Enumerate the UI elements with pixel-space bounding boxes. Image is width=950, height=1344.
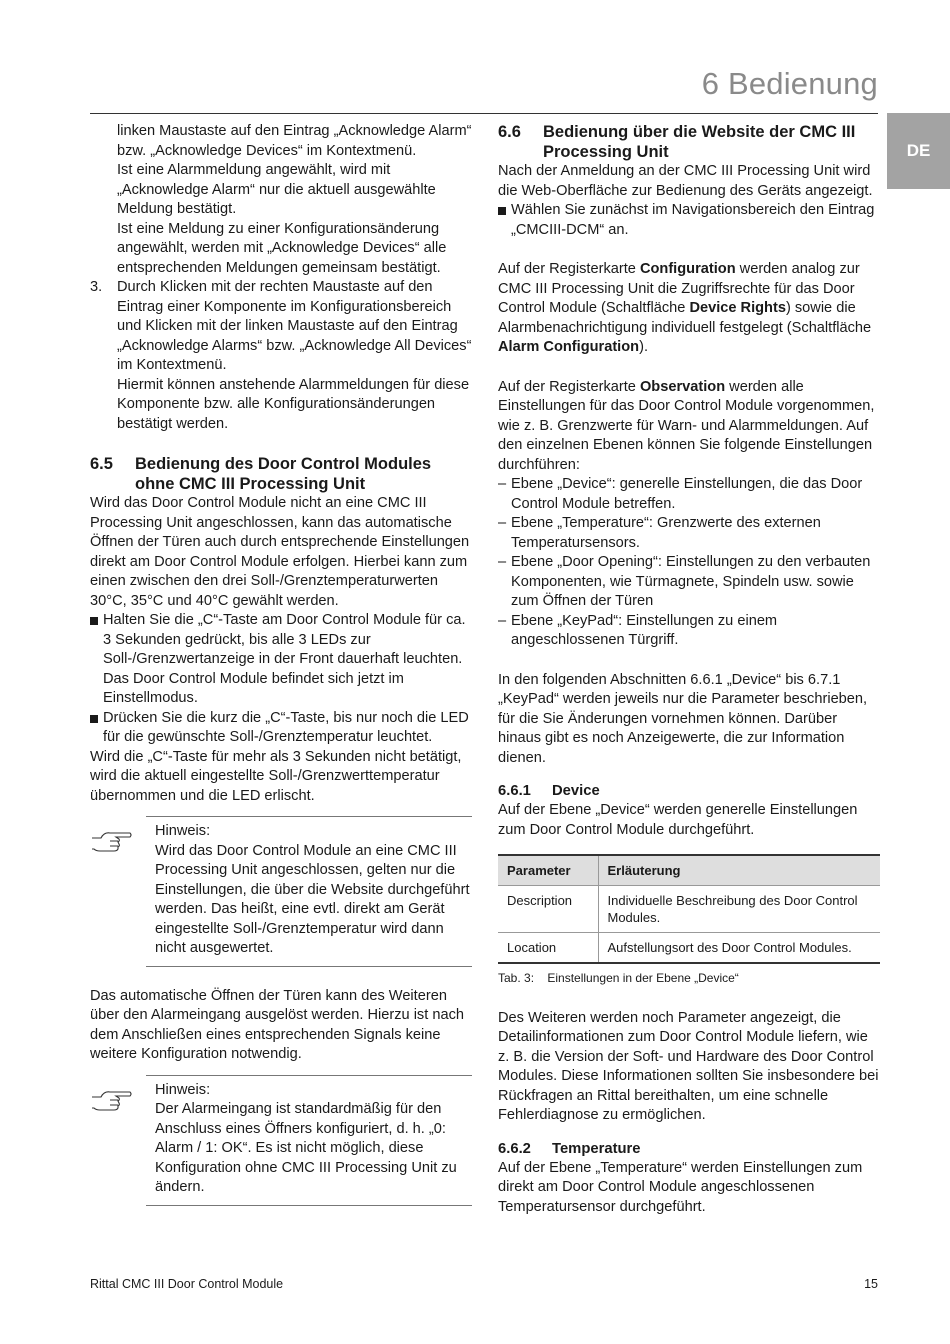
table-header-row — [498, 855, 880, 886]
observation-paragraph — [498, 378, 880, 476]
param-cell: Location — [498, 933, 598, 964]
text-run: ). — [639, 339, 648, 355]
tab-name-configuration: Configuration — [639, 261, 736, 277]
configuration-paragraph — [498, 260, 880, 358]
description-cell: Individuelle Beschreibung des Door Control Modules. — [598, 886, 880, 933]
dash-text: Ebene „Temperature“: Grenzwerte des externen Temperatursensors. — [511, 515, 821, 551]
note-text: Der Alarmeingang ist standardmäßig für den Anschluss eines Öffners konfiguriert, d. h. „0: Alarm / 1: OK“. Es ist nicht möglich, diese Konfiguration ohne CMC III Processing Unit zu ändern. — [155, 1101, 457, 1195]
paragraph: Wird die „C“-Taste für mehr als 3 Sekunden nicht betätigt, wird die aktuell eingestellte Soll-/Grenzwerttemperatur übernommen und die LED erlischt. — [90, 748, 462, 804]
step-number: 3. — [90, 279, 103, 295]
text-run: werden analog zur CMC III Processing Unit die Zugriffsrechte für das Door Control Module (Schaltfläche — [498, 261, 860, 316]
continued-step-text: Ist eine Alarmmeldung angewählt, wird mit „Acknowledge Alarm“ nur die aktuell ausgewählte Meldung bestätigt. — [117, 162, 436, 217]
paragraph: In den folgenden Abschnitten 6.6.1 „Device“ bis 6.7.1 „KeyPad“ werden jeweils nur die Parameter beschrieben, für die Sie Änderungen vornehmen können. Darüber hinaus gibt es noch Anzeigewerte, die zur Information dienen. — [498, 671, 868, 766]
paragraph: Das automatische Öffnen der Türen kann des Weiteren über den Alarmeingang ausgelöst werden. Hierzu ist nach dem Anschließen eines entsprechenden Signals keine weitere Konfiguration notwendig. — [90, 987, 464, 1062]
section-heading-6-5 — [90, 454, 472, 494]
note-box — [146, 816, 472, 967]
note-text: Wird das Door Control Module an eine CMC III Processing Unit angeschlossen, gelten nur die Einstellungen, die über die Website durchgeführt werden. Das heißt, eine evtl. direkt am Gerät eingestellte Soll-/Grenztemperatur wird dann nicht ausgewertet. — [155, 842, 470, 956]
text-run: werden alle Einstellungen für das Door Control Module vorgenommen, wie z. B. Grenzwerte für Warn- und Alarmmeldungen. Auf den einzelnen Ebenen können Sie folgende Einstellungen durchführen: — [498, 378, 875, 473]
dash-mark: – — [498, 554, 507, 570]
square-bullet-icon — [90, 709, 103, 748]
note-label: Hinweis: — [155, 1081, 211, 1098]
description-cell: Aufstellungsort des Door Control Modules. — [598, 933, 880, 964]
subsection-heading-6-6-2 — [498, 1140, 880, 1159]
page-number: 15 — [864, 1277, 878, 1291]
step-subtext: Hiermit können anstehende Alarmmeldungen für diese Komponente bzw. alle Konfigurationsänderungen bestätigt werden. — [117, 376, 470, 432]
section-number: 6.6.2 — [498, 1140, 531, 1157]
continued-step-text: linken Maustaste auf den Eintrag „Acknowledge Alarm“ bzw. „Acknowledge Devices“ im Kontextmenü. — [117, 123, 472, 159]
section-heading-6-6 — [498, 122, 880, 162]
section-number: 6.6 — [498, 123, 521, 141]
footer-document-title: Rittal CMC III Door Control Module — [90, 1277, 284, 1291]
dash-text: Ebene „Device“: generelle Einstellungen, die das Door Control Module betreffen. — [511, 476, 863, 512]
table-row — [498, 886, 880, 933]
column-header: Parameter — [498, 855, 598, 886]
text-run: Auf der Registerkarte — [498, 261, 640, 277]
bullet-text: Drücken Sie die kurz die „C“-Taste, bis nur noch die LED für die gewünschte Soll-/Grenztemperatur leuchtet. — [103, 709, 469, 745]
continued-step-text: Ist eine Meldung zu einer Konfigurationsänderung angewählt, werden mit „Acknowledge Devices“ alle entsprechenden Meldungen gemeinsam bestätigt. — [117, 220, 447, 276]
subsection-heading-6-6-1 — [498, 782, 880, 801]
dash-text: Ebene „KeyPad“: Einstellungen zu einem angeschlossenen Türgriff. — [511, 612, 778, 648]
section-number: 6.6.1 — [498, 783, 531, 799]
table-caption: Tab. 3: Einstellungen in der Ebene „Device“ — [498, 971, 739, 985]
paragraph: Auf der Ebene „Device“ werden generelle Einstellungen zum Door Control Module durchgeführt. — [498, 802, 858, 838]
language-tab: DE — [887, 113, 950, 189]
dash-item — [498, 612, 880, 651]
chapter-title: 6 Bedienung — [701, 66, 878, 101]
button-name-alarm-configuration: Alarm Configuration — [498, 339, 640, 355]
note-box — [146, 1075, 472, 1206]
dash-item — [498, 475, 880, 514]
bullet-text: Wählen Sie zunächst im Navigationsbereich den Eintrag „CMCIII-DCM“ an. — [511, 202, 875, 238]
table-row — [498, 933, 880, 964]
dash-mark: – — [498, 612, 507, 629]
pointing-hand-icon — [90, 1088, 134, 1112]
paragraph: Wird das Door Control Module nicht an eine CMC III Processing Unit angeschlossen, kann das automatische Öffnen der Türen auch durch entsprechende Einstellungen direkt am Door Control Module erfolgen. Hierbei kann zum einen zwischen den drei Soll-/Grenztemperaturwerten 30°C, 35°C und 40°C gewählt werden. — [90, 495, 470, 609]
bullet-text: Halten Sie die „C“-Taste am Door Control Module für ca. 3 Sekunden gedrückt, bis alle 3 LEDs zur Soll-/Grenzwertanzeige in der Front dauerhaft leuchten. Das Door Control Module befindet sich jetzt im Einstellmodus. — [103, 612, 466, 706]
bullet-item — [90, 709, 472, 748]
paragraph: Des Weiteren werden noch Parameter angezeigt, die Detailinformationen zum Door Control Module liefern, wie z. B. die Version der Soft- und Hardware des Door Control Modules. Diese Informationen sollten Sie insbesondere bei Rückfragen an Rittal bereithalten, um eine schnelle Fehlerdiagnose zu ermöglichen. — [498, 1009, 879, 1123]
column-header: Erläuterung — [598, 855, 880, 886]
section-title: Bedienung über die Website der CMC III Processing Unit — [543, 123, 856, 161]
paragraph: Nach der Anmeldung an der CMC III Processing Unit wird die Web-Oberfläche zur Bedienung des Geräts angezeigt. — [498, 163, 873, 199]
square-bullet-icon — [498, 201, 511, 240]
numbered-step-3 — [90, 278, 472, 376]
right-column — [498, 122, 880, 1217]
dash-item — [498, 553, 880, 612]
note-label: Hinweis: — [155, 823, 211, 839]
section-title: Bedienung des Door Control Modules ohne CMC III Processing Unit — [135, 455, 432, 493]
section-title: Temperature — [552, 1140, 641, 1157]
parameter-table — [498, 854, 880, 964]
section-title: Device — [552, 783, 600, 799]
header-rule — [90, 113, 878, 114]
section-number: 6.5 — [90, 455, 113, 473]
dash-mark: – — [498, 515, 507, 531]
pointing-hand-icon — [90, 829, 134, 853]
dash-mark: – — [498, 476, 507, 492]
text-run: ) sowie die Alarmbenachrichtigung individuell festgelegt (Schaltfläche — [498, 300, 872, 336]
button-name-device-rights: Device Rights — [689, 300, 786, 316]
bullet-item — [90, 611, 472, 709]
square-bullet-icon — [90, 611, 103, 709]
param-cell: Description — [498, 886, 598, 933]
tab-name-observation: Observation — [639, 378, 726, 395]
left-column — [90, 122, 472, 1206]
dash-item — [498, 514, 880, 553]
step-text: Durch Klicken mit der rechten Maustaste auf den Eintrag einer Komponente im Konfigurationsbereich und Klicken mit der linken Maustaste auf den Eintrag „Acknowledge Alarms“ bzw. „Acknowledge All Devices“ im Kontextmenü. — [117, 279, 472, 373]
dash-text: Ebene „Door Opening“: Einstellungen zu den verbauten Komponenten, wie Türmagnete, Spindeln usw. sowie zum Öffnen der Türen — [511, 554, 871, 609]
bullet-item — [498, 201, 880, 240]
paragraph: Auf der Ebene „Temperature“ werden Einstellungen zum direkt am Door Control Module angeschlossenen Temperatursensor durchgeführt. — [498, 1159, 863, 1215]
text-run: Auf der Registerkarte — [498, 378, 640, 395]
